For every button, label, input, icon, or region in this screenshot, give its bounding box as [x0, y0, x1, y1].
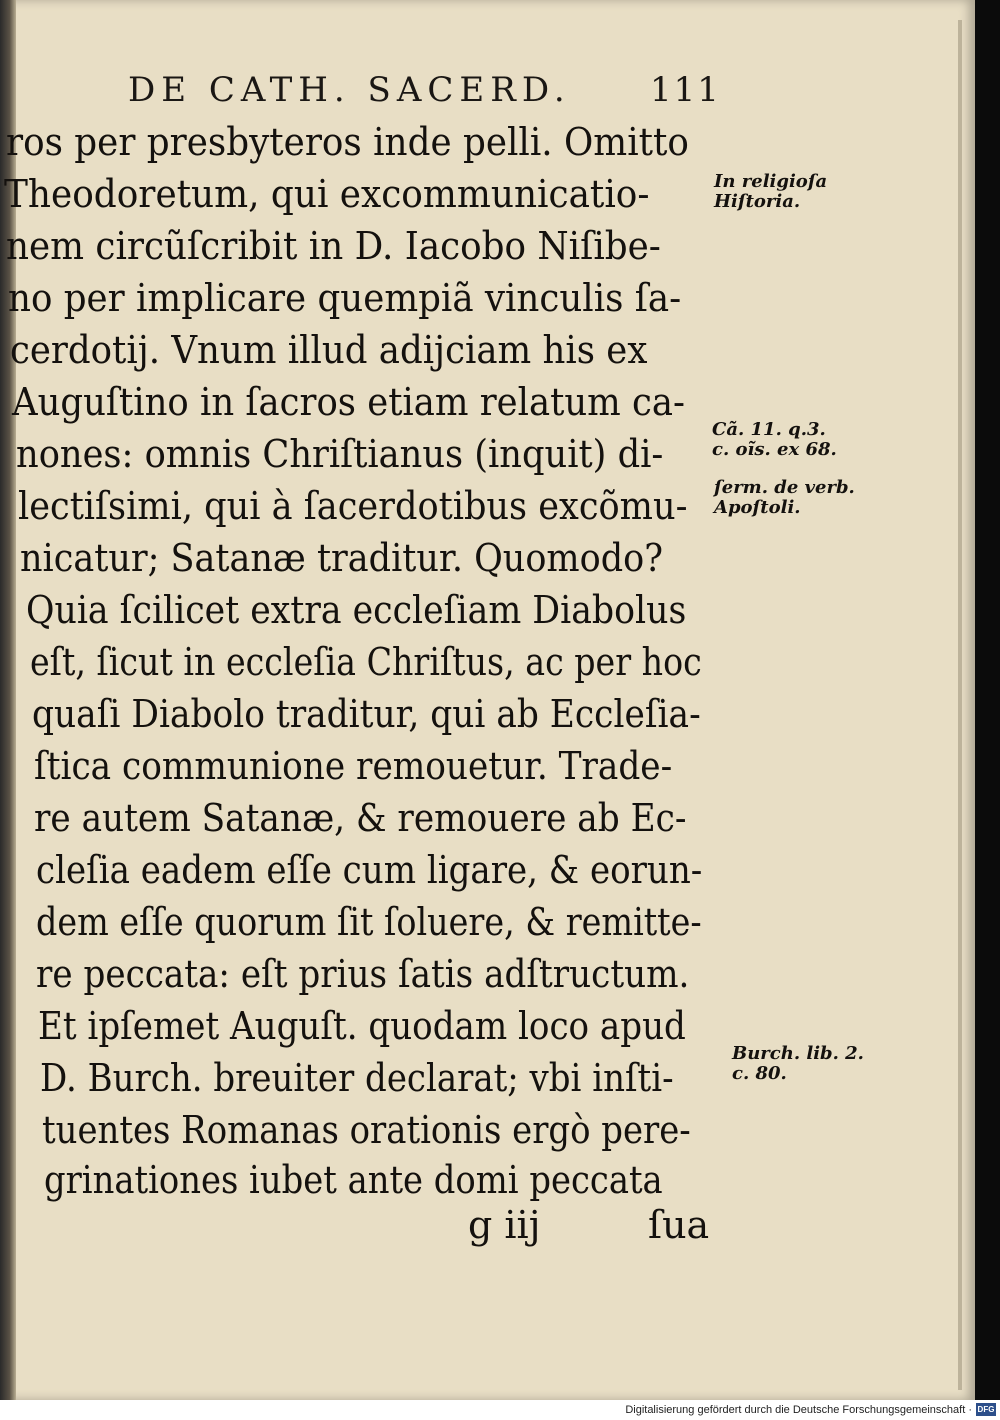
- margin-note: [732, 1044, 864, 1084]
- signature-mark: g iij: [468, 1203, 541, 1247]
- margin-note: [712, 420, 837, 460]
- body-line: grinationes iubet ante domi peccata: [44, 1158, 663, 1202]
- margin-note: [714, 478, 855, 518]
- body-line: nicatur; Satanæ traditur. Quomodo?: [20, 536, 664, 580]
- dfg-logo: DFG: [977, 1405, 995, 1414]
- body-line: re autem Satanæ, & remouere ab Ec-: [34, 796, 687, 840]
- digitization-footer: [0, 1400, 1000, 1420]
- body-line: no per implicare quempiã vinculis ſa-: [8, 276, 682, 320]
- body-line: cleſia eadem eſſe cum ligare, & eorun-: [36, 848, 703, 892]
- body-line: tuentes Romanas orationis ergò pere-: [42, 1108, 691, 1152]
- body-line: Et ipſemet Auguſt. quodam loco apud: [38, 1004, 686, 1048]
- body-line: Quia ſcilicet extra eccleſiam Diabolus: [26, 588, 687, 632]
- running-header: [128, 70, 721, 110]
- running-title: DE CATH. SACERD.: [128, 70, 571, 110]
- margin-note-line: ſerm. de verb.: [714, 477, 855, 498]
- margin-note-line: In religioſa: [714, 171, 828, 192]
- body-line: quaſi Diabolo traditur, qui ab Eccleſia-: [32, 692, 701, 736]
- body-line: re peccata: eſt prius ſatis adſtructum.: [36, 952, 690, 996]
- body-line: ſtica communione remouetur. Trade-: [34, 744, 673, 788]
- margin-note-line: Cã. 11. q.3.: [712, 419, 826, 440]
- margin-note-line: Apoſtoli.: [714, 497, 801, 518]
- body-line: dem eſſe quorum ſit ſoluere, & remitte-: [36, 900, 702, 944]
- page-edge: [958, 20, 962, 1390]
- catchword: ſua: [648, 1203, 710, 1247]
- body-line: nem circũſcribit in D. Iacobo Niſibe-: [6, 224, 661, 268]
- body-line: ros per presbyteros inde pelli. Omitto: [6, 120, 689, 164]
- body-line: D. Burch. breuiter declarat; vbi inſti-: [40, 1056, 674, 1100]
- body-line: Auguſtino in ſacros etiam relatum ca-: [12, 380, 685, 424]
- body-line: eſt, ſicut in eccleſia Chriſtus, ac per hoc: [30, 640, 702, 684]
- margin-note-line: Hiſtoria.: [714, 191, 801, 212]
- margin-note-line: c. oĩs. ex 68.: [712, 439, 837, 460]
- body-line: Theodoretum, qui excommunicatio-: [4, 172, 650, 216]
- margin-note-line: c. 80.: [732, 1063, 787, 1084]
- margin-note-line: Burch. lib. 2.: [732, 1043, 864, 1064]
- body-line: nones: omnis Chriſtianus (inquit) di-: [16, 432, 664, 476]
- page-number: 111: [650, 70, 721, 110]
- body-line: lectiſsimi, qui à ſacerdotibus excõmu-: [18, 484, 688, 528]
- margin-note: [714, 172, 827, 212]
- body-line: cerdotij. Vnum illud adijciam his ex: [10, 328, 648, 372]
- footer-credit: Digitalisierung gefördert durch die Deutsche Forschungsgemeinschaft ·: [625, 1404, 972, 1416]
